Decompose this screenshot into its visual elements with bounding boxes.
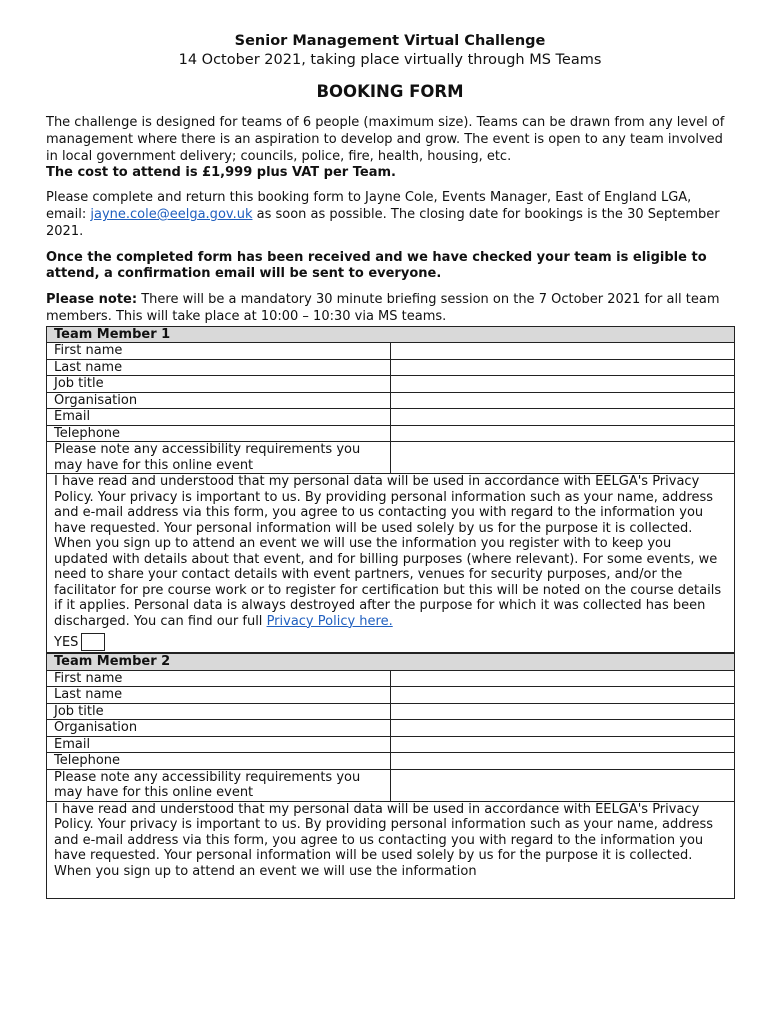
cost-statement: The cost to attend is £1,999 plus VAT per Team. xyxy=(46,165,396,181)
event-subtitle: 14 October 2021, taking place virtually through MS Teams xyxy=(178,52,602,68)
organisation-input[interactable] xyxy=(391,392,735,409)
first-name-input[interactable] xyxy=(391,343,735,360)
intro-paragraph xyxy=(46,115,734,182)
privacy-consent xyxy=(47,801,735,898)
telephone-input[interactable] xyxy=(391,753,735,770)
last-name-input[interactable] xyxy=(391,359,735,376)
field-label: Telephone xyxy=(47,753,391,770)
team-member-heading: Team Member 2 xyxy=(47,654,735,671)
note-label: Please note: xyxy=(46,292,138,308)
field-label: Organisation xyxy=(47,720,391,737)
accessibility-input[interactable] xyxy=(391,769,735,801)
field-label: First name xyxy=(47,670,391,687)
booking-form-page xyxy=(46,32,734,899)
team-member-2-table xyxy=(46,653,735,899)
field-label: Organisation xyxy=(47,392,391,409)
return-instructions xyxy=(46,190,734,240)
yes-label: YES xyxy=(54,634,79,650)
job-title-input[interactable] xyxy=(391,376,735,393)
field-label: Last name xyxy=(47,687,391,704)
privacy-consent xyxy=(47,474,735,653)
return-text-after: as soon as possible. The closing date for bookings is the 30 September 2021. xyxy=(46,206,720,239)
field-label: Email xyxy=(47,736,391,753)
privacy-policy-link[interactable]: Privacy Policy here. xyxy=(266,613,393,629)
email-link[interactable]: jayne.cole@eelga.gov.uk xyxy=(90,206,253,222)
event-title: Senior Management Virtual Challenge xyxy=(234,33,546,49)
field-label: Please note any accessibility requirements you may have for this online event xyxy=(47,769,391,801)
note-text: There will be a mandatory 30 minute briefing session on the 7 October 2021 for all team members. This will take place at 10:00 – 10:30 via MS teams. xyxy=(46,292,720,324)
first-name-input[interactable] xyxy=(391,670,735,687)
intro-text: The challenge is designed for teams of 6 people (maximum size). Teams can be drawn from any level of management where there is an aspiration to develop and grow. The event is open to any team involved in local government delivery; councils, police, fire, health, housing, etc. xyxy=(46,115,725,164)
form-heading: BOOKING FORM xyxy=(316,82,464,101)
consent-text: I have read and understood that my personal data will be used in accordance with EELGA's Privacy Policy. Your privacy is important to us. By providing personal information such as your name, address and e-mail address via this form, you agree to us contacting you with regard to the information you have requested. Your personal information will be used solely by us for the purpose it is collected. When you sign up to attend an event we will use the information you register with to keep you updated with details about that event, and for billing purposes (where relevant). For some events, we need to share your contact details with event partners, venues for security purposes, and/or the facilitator for pre course work or to register for certification but this will be noted on the course details if it applies. Personal data is always destroyed after the purpose for which it was collected has been discharged. You can find our full xyxy=(54,474,722,629)
confirmation-notice: Once the completed form has been received and we have checked your team is eligible to attend, a confirmation email will be sent to everyone. xyxy=(46,249,707,282)
briefing-note xyxy=(46,292,734,326)
return-text-before: Please complete and return this booking form to Jayne Cole, Events Manager, East of England LGA, email: xyxy=(46,190,692,222)
consent-text: I have read and understood that my personal data will be used in accordance with EELGA's Privacy Policy. Your privacy is important to us. By providing personal information such as your name, address and e-mail address via this form, you agree to us contacting you with regard to the information you have requested. Your personal information will be used solely by us for the purpose it is collected. When you sign up to attend an event we will use the information xyxy=(54,801,714,879)
accessibility-input[interactable] xyxy=(391,442,735,474)
field-label: Please note any accessibility requirements you may have for this online event xyxy=(47,442,391,474)
field-label: Job title xyxy=(47,703,391,720)
telephone-input[interactable] xyxy=(391,425,735,442)
team-member-1-table xyxy=(46,326,735,654)
field-label: Last name xyxy=(47,359,391,376)
field-label: Telephone xyxy=(47,425,391,442)
email-input[interactable] xyxy=(391,736,735,753)
field-label: First name xyxy=(47,343,391,360)
email-input[interactable] xyxy=(391,409,735,426)
organisation-input[interactable] xyxy=(391,720,735,737)
job-title-input[interactable] xyxy=(391,703,735,720)
yes-checkbox[interactable] xyxy=(81,633,105,651)
last-name-input[interactable] xyxy=(391,687,735,704)
field-label: Email xyxy=(47,409,391,426)
field-label: Job title xyxy=(47,376,391,393)
yes-row xyxy=(54,632,727,652)
team-member-heading: Team Member 1 xyxy=(47,326,735,343)
